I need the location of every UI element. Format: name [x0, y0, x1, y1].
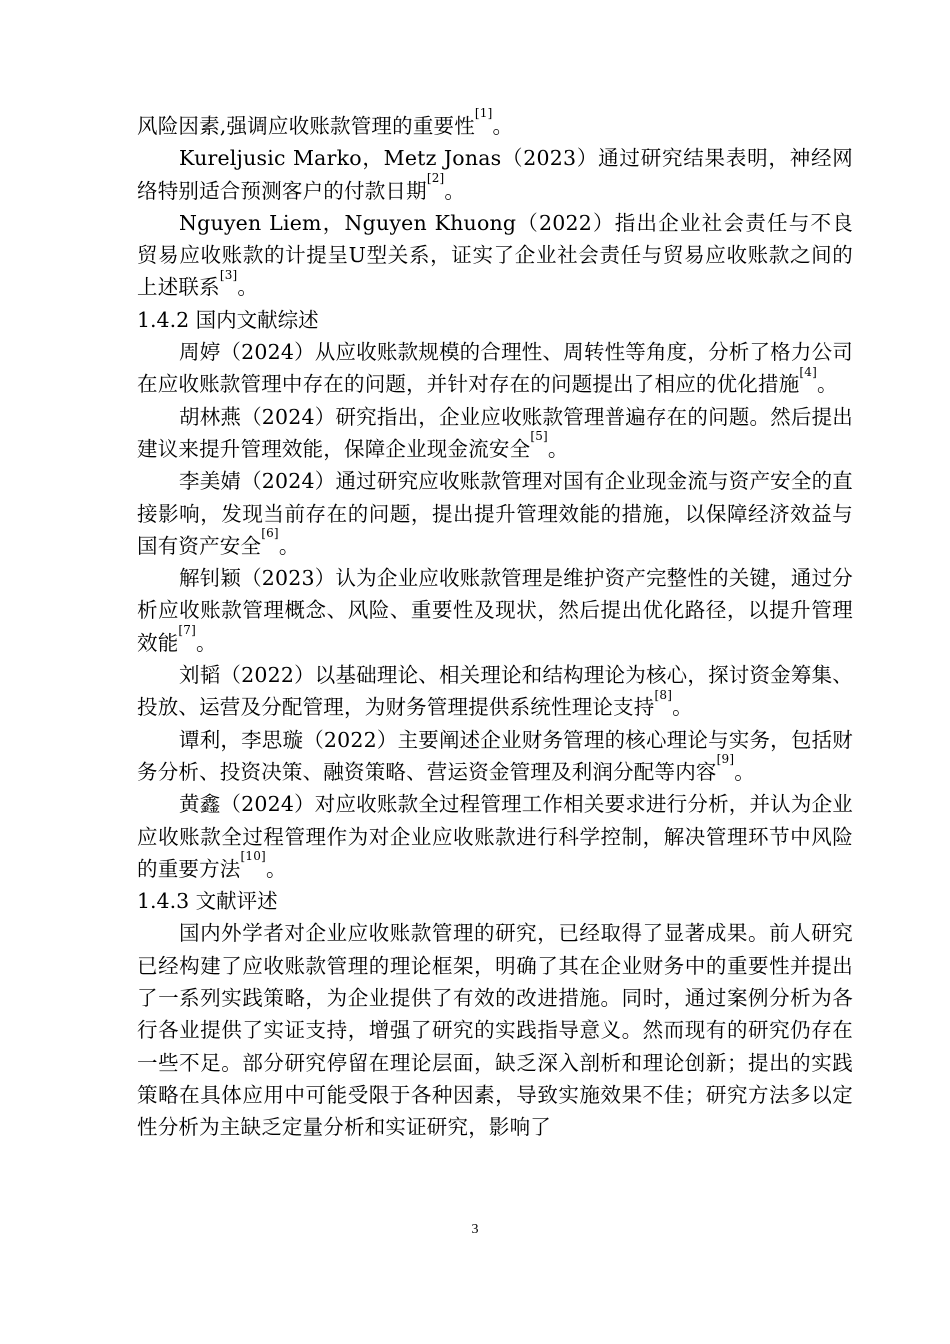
citation-8[interactable]: [8]: [654, 687, 673, 702]
citation-4[interactable]: [4]: [799, 364, 818, 379]
paragraph-intl-3: Nguyen Liem，Nguyen Khuong（2022）指出企业社会责任与不良贸易应收账款的计提呈U型关系，证实了企业社会责任与贸易应收账款之间的上述联系[3]。: [137, 210, 853, 300]
paragraph-intl-2: Kureljusic Marko，Metz Jonas（2023）通过研究结果表明，神经网络特别适合预测客户的付款日期[2]。: [137, 146, 853, 203]
paragraph-review: 国内外学者对企业应收账款管理的研究，已经取得了显著成果。前人研究已经构建了应收账款管理的理论框架，明确了其在企业财务中的重要性并提出了一系列实践策略，为企业提供了有效的改进措施。同时，通过案例分析为各行各业提供了实证支持，增强了研究的实践指导意义。然而现有的研究仍存在一些不足。部分研究停留在理论层面，缺乏深入剖析和理论创新；提出的实践策略在具体应用中可能受限于各种因素，导致实施效果不佳；研究方法多以定性分析为主缺乏定量分析和实证研究，影响了: [137, 921, 853, 1140]
paragraph-domestic-2: 胡林燕（2024）研究指出，企业应收账款管理普遍存在的问题。然后提出建议来提升管理效能，保障企业现金流安全[5]。: [137, 404, 853, 461]
paragraph-domestic-1: 周婷（2024）从应收账款规模的合理性、周转性等角度，分析了格力公司在应收账款管理中存在的问题，并针对存在的问题提出了相应的优化措施[4]。: [137, 340, 853, 397]
paragraph-domestic-7: 黄鑫（2024）对应收账款全过程管理工作相关要求进行分析，并认为企业应收账款全过程管理作为对企业应收账款进行科学控制，解决管理环节中风险的重要方法[10]。: [137, 792, 853, 881]
paragraph-domestic-4: 解钊颖（2023）认为企业应收账款管理是维护资产完整性的关键，通过分析应收账款管理概念、风险、重要性及现状，然后提出优化路径，以提升管理效能[7]。: [137, 566, 853, 655]
citation-6[interactable]: [6]: [261, 526, 279, 541]
page-number: 3: [471, 1222, 479, 1237]
citation-9[interactable]: [9]: [716, 752, 735, 767]
paragraph-intl-1: 风险因素,强调应收账款管理的重要性[1]。: [137, 106, 514, 138]
paragraph-domestic-3: 李美婧（2024）通过研究应收账款管理对国有企业现金流与资产安全的直接影响，发现当前存在的问题，提出提升管理效能的措施，以保障经济效益与国有资产安全[6]。: [137, 469, 853, 558]
citation-1[interactable]: [1]: [474, 106, 493, 121]
paragraph-domestic-5: 刘韬（2022）以基础理论、相关理论和结构理论为核心，探讨资金筹集、投放、运营及分配管理，为财务管理提供系统性理论支持[8]。: [137, 663, 853, 720]
citation-5[interactable]: [5]: [530, 429, 548, 444]
citation-10[interactable]: [10]: [240, 849, 266, 863]
section-heading-domestic-review: 1.4.2 国内文献综述: [137, 307, 319, 332]
document-body: [137, 106, 853, 1144]
paragraph-domestic-6: 谭利，李思璇（2022）主要阐述企业财务管理的核心理论与实务，包括财务分析、投资决策、融资策略、营运资金管理及利润分配等内容[9]。: [137, 727, 853, 784]
citation-3[interactable]: [3]: [219, 267, 238, 282]
section-heading-literature-review: 1.4.3 文献评述: [137, 889, 278, 914]
citation-7[interactable]: [7]: [178, 622, 197, 637]
citation-2[interactable]: [2]: [426, 170, 445, 185]
